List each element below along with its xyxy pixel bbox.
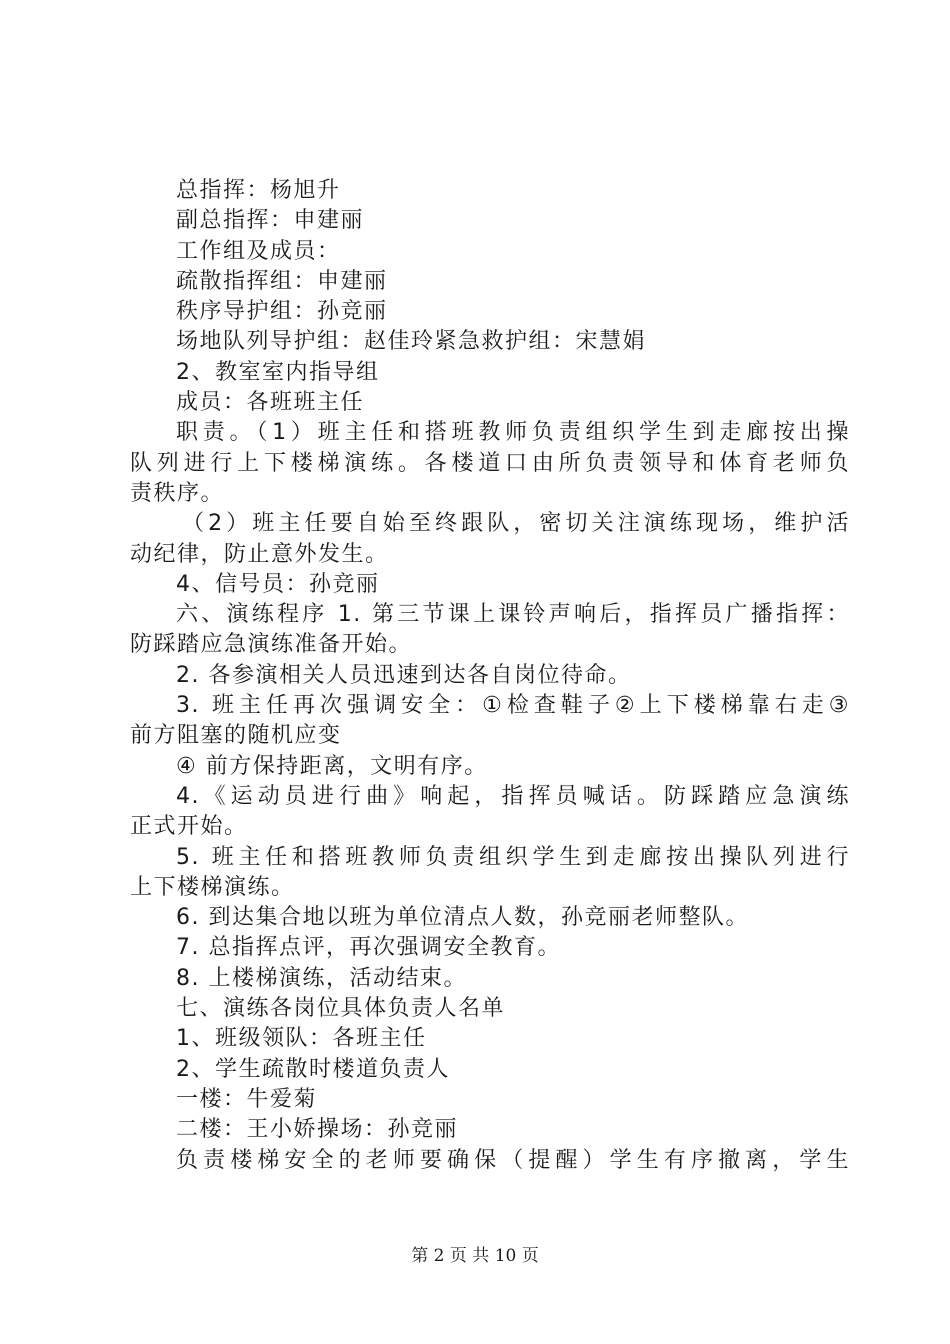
text-line: 上下楼梯演练。 xyxy=(130,874,295,900)
text-line: 二楼：王小娇操场：孙竞丽 xyxy=(176,1117,459,1143)
text-line: 责秩序。 xyxy=(130,480,225,506)
page-footer: 第 2 页 共 10 页 xyxy=(411,1246,539,1266)
text-line: 1、班级领队：各班主任 xyxy=(176,1026,427,1052)
text-line: 6. 到达集合地以班为单位清点人数，孙竞丽老师整队。 xyxy=(176,905,749,931)
text-line: （2）班主任要自始至终跟队，密切关注演练现场，维护活 xyxy=(182,511,850,537)
text-line: 3. 班主任再次强调安全：①检查鞋子②上下楼梯靠右走③ xyxy=(176,693,850,719)
text-line: 8. 上楼梯演练，活动结束。 xyxy=(176,965,467,991)
text-line: 2、教室室内指导组 xyxy=(176,359,380,385)
text-line: 7. 总指挥点评，再次强调安全教育。 xyxy=(176,935,561,961)
text-line: ④ 前方保持距离，文明有序。 xyxy=(176,753,488,779)
text-line: 一楼：牛爱菊 xyxy=(176,1086,318,1112)
document-body xyxy=(130,176,850,1176)
text-line: 5. 班主任和搭班教师负责组织学生到走廊按出操队列进行 xyxy=(176,844,850,870)
text-line: 疏散指挥组：申建丽 xyxy=(176,268,388,294)
text-line: 4.《运动员进行曲》响起，指挥员喊话。防踩踏应急演练 xyxy=(176,783,850,809)
text-line: 秩序导护组：孙竞丽 xyxy=(176,299,388,325)
text-line: 场地队列导护组：赵佳玲紧急救护组：宋慧娟 xyxy=(176,329,647,355)
text-line: 前方阻塞的随机应变 xyxy=(130,723,342,749)
text-line: 2. 各参演相关人员迅速到达各自岗位待命。 xyxy=(176,662,632,688)
text-line: 防踩踏应急演练准备开始。 xyxy=(130,632,413,658)
text-line: 队列进行上下楼梯演练。各楼道口由所负责领导和体育老师负 xyxy=(130,450,850,476)
text-line: 六、演练程序 1. 第三节课上课铃声响后，指挥员广播指挥： xyxy=(176,602,850,628)
text-line: 职责。（1）班主任和搭班教师负责组织学生到走廊按出操 xyxy=(176,420,850,446)
text-line: 2、学生疏散时楼道负责人 xyxy=(176,1056,450,1082)
text-line: 工作组及成员： xyxy=(176,238,341,264)
text-line: 成员：各班班主任 xyxy=(176,390,365,416)
text-line: 正式开始。 xyxy=(130,814,248,840)
text-line: 动纪律，防止意外发生。 xyxy=(130,541,389,567)
text-line: 总指挥：杨旭升 xyxy=(176,178,341,203)
text-line: 七、演练各岗位具体负责人名单 xyxy=(176,996,506,1022)
text-line: 负责楼梯安全的老师要确保（提醒）学生有序撤离，学生 xyxy=(176,1147,850,1173)
text-line: 副总指挥：申建丽 xyxy=(176,208,365,234)
text-line: 4、信号员：孙竞丽 xyxy=(176,571,380,597)
